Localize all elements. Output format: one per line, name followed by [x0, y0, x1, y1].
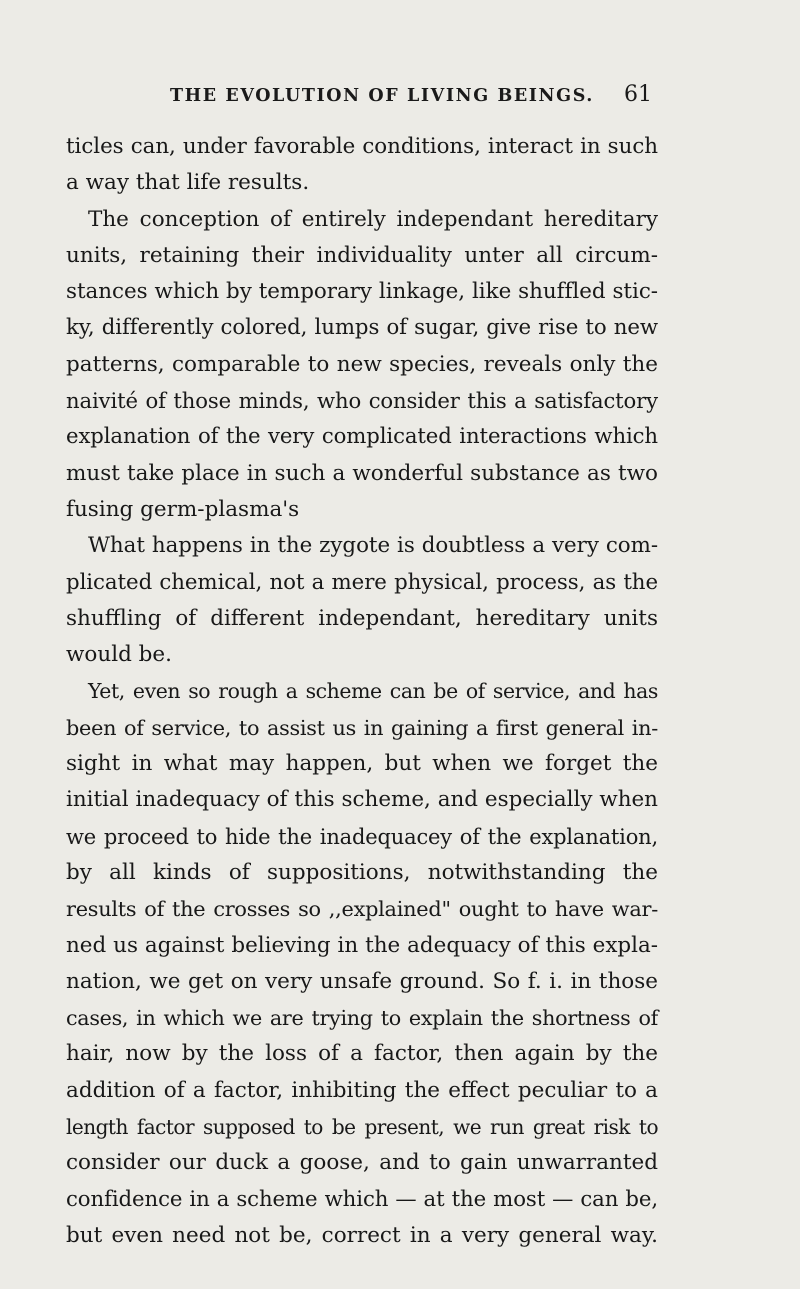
text-line: ticles can, under favorable conditions, interact in such: [66, 134, 658, 159]
text-line: explanation of the very complicated interactions which: [66, 424, 658, 450]
text-line: sight in what may happen, but when we forget the: [66, 751, 658, 777]
text-line: must take place in such a wonderful substance as two: [66, 460, 658, 486]
text-line: addition of a factor, inhibiting the effect peculiar to a: [66, 1077, 658, 1103]
text-line: nation, we get on very unsafe ground. So f. i. in those: [66, 968, 658, 994]
text-line: What happens in the zygote is doubtless a very com-: [88, 533, 658, 559]
running-head: [64, 82, 656, 112]
text-line: The conception of entirely independant hereditary: [88, 206, 658, 232]
text-line: results of the crosses so ,,explained" ought to have war-: [66, 897, 658, 922]
text-line: initial inadequacy of this scheme, and especially when: [66, 787, 658, 813]
text-line: but even need not be, correct in a very general way.: [66, 1222, 658, 1248]
text-line: shuffling of different independant, hereditary units: [66, 605, 658, 631]
text-line: fusing germ-plasma's: [66, 496, 300, 522]
text-line: ned us against believing in the adequacy of this expla-: [66, 932, 658, 958]
text-line: cases, in which we are trying to explain the shortness of: [66, 1006, 658, 1031]
text-line: patterns, comparable to new species, reveals only the: [66, 351, 658, 377]
body-text: [66, 129, 658, 1254]
text-line: units, retaining their individuality unter all circum-: [66, 242, 658, 268]
text-line: naivité of those minds, who consider this a satisfactory: [66, 388, 658, 414]
text-line: been of service, to assist us in gaining a first general in-: [66, 715, 658, 740]
text-line: stances which by temporary linkage, like shuffled stic-: [66, 279, 658, 305]
text-line: hair, now by the loss of a factor, then again by the: [66, 1041, 658, 1067]
text-line: by all kinds of suppositions, notwithstanding the: [66, 859, 658, 885]
text-line: Yet, even so rough a scheme can be of service, and has: [88, 679, 658, 704]
text-line: would be.: [66, 642, 172, 668]
page-number: 61: [624, 82, 652, 107]
text-line: length factor supposed to be present, we run great risk to: [66, 1115, 658, 1140]
text-line: ky, differently colored, lumps of sugar, give rise to new: [66, 315, 658, 341]
text-line: we proceed to hide the inadequacey of the explanation,: [66, 824, 658, 849]
text-line: confidence in a scheme which — at the most — can be,: [66, 1186, 658, 1212]
text-line: a way that life results.: [66, 170, 310, 196]
text-line: plicated chemical, not a mere physical, process, as the: [66, 569, 658, 595]
running-title: THE EVOLUTION OF LIVING BEINGS.: [170, 86, 595, 106]
text-line: consider our duck a goose, and to gain unwarranted: [66, 1150, 658, 1176]
